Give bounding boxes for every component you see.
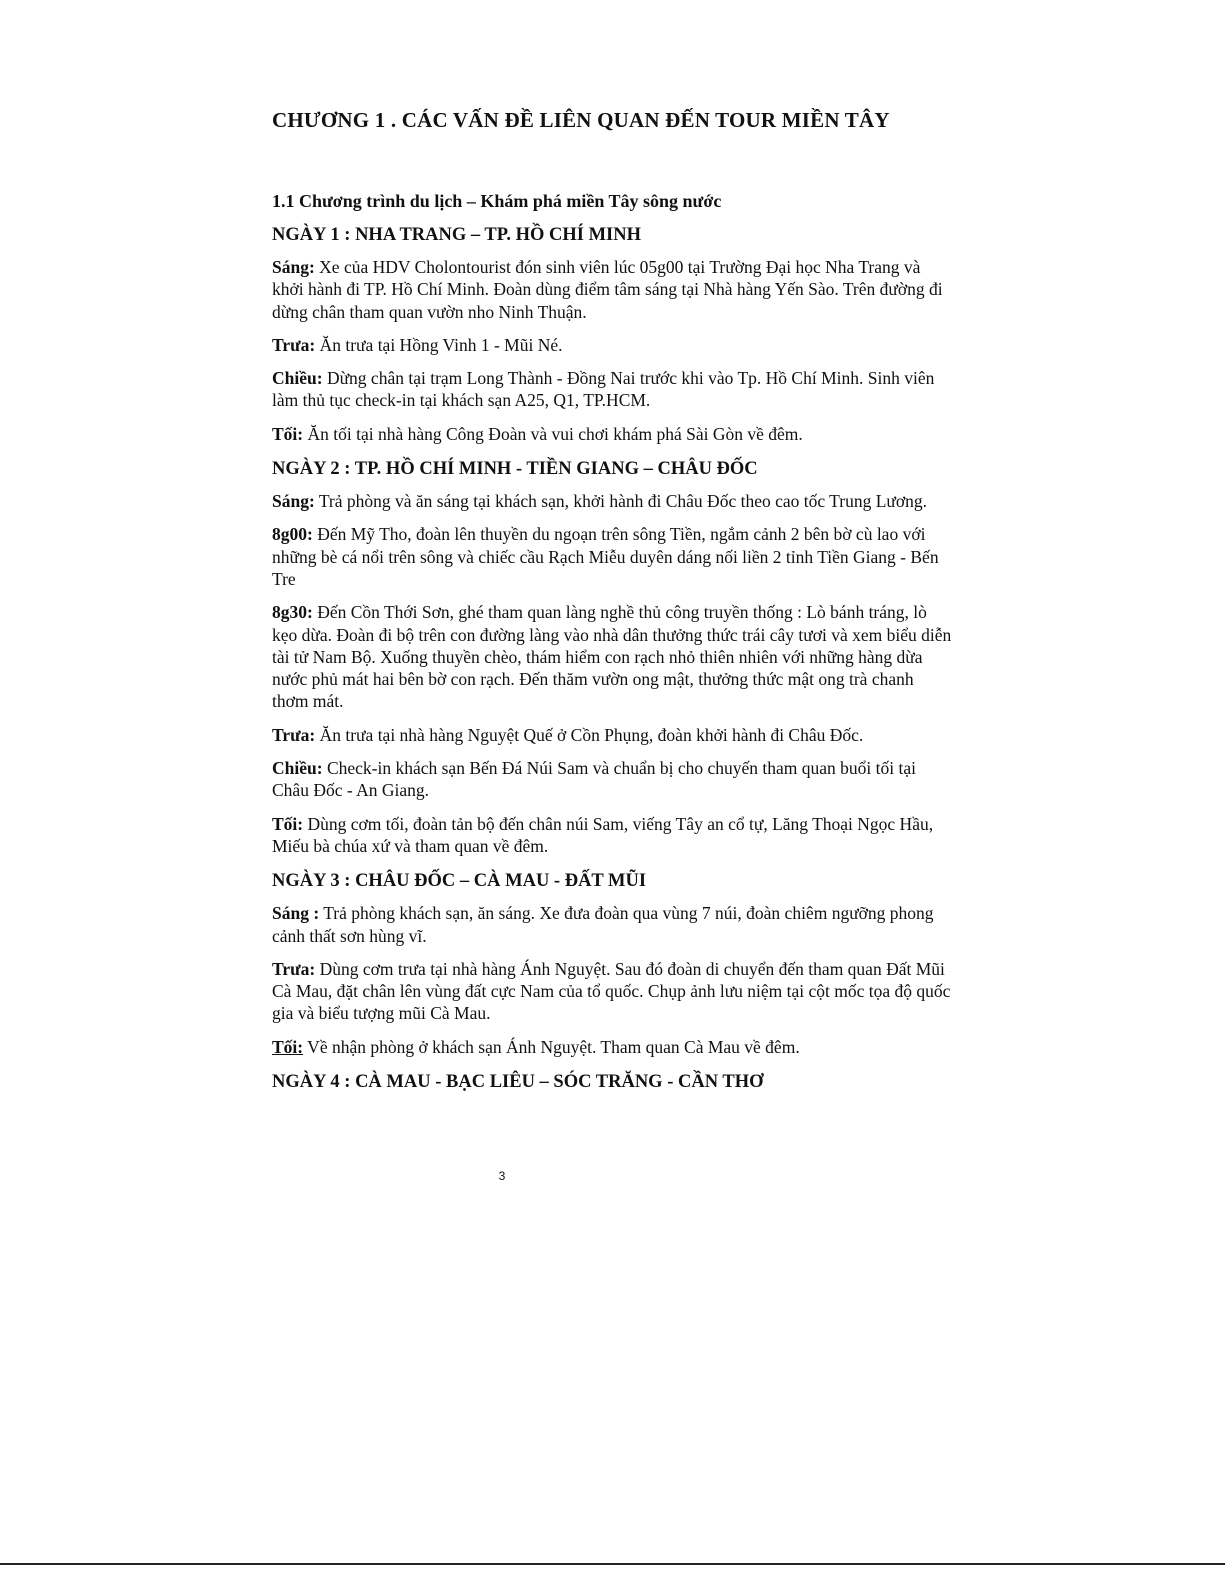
day-3-morning-paragraph [272, 902, 952, 947]
section-title: 1.1 Chương trình du lịch – Khám phá miền Tây sông nước [272, 191, 722, 211]
time-label: Sáng : [272, 903, 320, 924]
day-2-8g30-paragraph [272, 601, 952, 712]
time-label: Tối: [272, 423, 304, 444]
page-bottom-border [0, 1563, 1225, 1565]
day-4-title: NGÀY 4 : CÀ MAU - BẠC LIÊU – SÓC TRĂNG - CẦN THƠ [272, 1072, 764, 1093]
day-1-title: NGÀY 1 : NHA TRANG – TP. HỒ CHÍ MINH [272, 225, 642, 245]
paragraph-text: Xe của HDV Cholontourist đón sinh viên lúc 05g00 tại Trường Đại học Nha Trang và khởi hành đi TP. Hồ Chí Minh. Đoàn dùng điểm tâm sáng tại Nhà hàng Yến Sào. Trên đường đi dừng chân tham quan vườn nho Ninh Thuận. [272, 257, 943, 322]
time-label: Chiều: [272, 368, 323, 389]
page-content [272, 104, 952, 1103]
time-label: Chiều: [272, 758, 323, 779]
day-2-8g00-paragraph [272, 523, 952, 590]
day-1-evening-paragraph [272, 423, 952, 445]
paragraph-text: Dùng cơm tối, đoàn tản bộ đến chân núi Sam, viếng Tây an cổ tự, Lăng Thoại Ngọc Hầu, Miếu bà chúa xứ và tham quan về đêm. [272, 813, 934, 856]
time-label: Tối: [272, 1036, 304, 1057]
day-3-title: NGÀY 3 : CHÂU ĐỐC – CÀ MAU - ĐẤT MŨI [272, 871, 647, 892]
time-label: Sáng: [272, 257, 315, 277]
paragraph-text: Dùng cơm trưa tại nhà hàng Ánh Nguyệt. Sau đó đoàn di chuyển đến tham quan Đất Mũi Cà Mau, đặt chân lên vùng đất cực Nam của tổ quốc. Chụp ảnh lưu niệm tại cột mốc tọa độ quốc gia và biểu tượng mũi Cà Mau. [272, 958, 951, 1024]
paragraph-text: Dừng chân tại trạm Long Thành - Đồng Nai trước khi vào Tp. Hồ Chí Minh. Sinh viên làm thủ tục check-in tại khách sạn A25, Q1, TP.HCM. [272, 368, 935, 411]
paragraph-text: Đến Cồn Thới Sơn, ghé tham quan làng nghề thủ công truyền thống : Lò bánh tráng, lò kẹo dừa. Đoàn đi bộ trên con đường làng vào nhà dân thưởng thức trái cây tươi và xem biểu diễn tài tử Nam Bộ. Xuống thuyền chèo, thám hiểm con rạch nhỏ thiên nhiên với những hàng dừa nước phủ mát hai bên bờ con rạch. Đến thăm vườn ong mật, thưởng thức mật ong trà chanh thơm mát. [272, 602, 952, 712]
day-2-title: NGÀY 2 : TP. HỒ CHÍ MINH - TIỀN GIANG – CHÂU ĐỐC [272, 459, 758, 480]
paragraph-text: Check-in khách sạn Bến Đá Núi Sam và chuẩn bị cho chuyến tham quan buổi tối tại Châu Đốc - An Giang. [272, 758, 916, 801]
time-label: Trưa: [272, 724, 316, 745]
time-label: 8g30: [272, 602, 313, 623]
time-label: Trưa: [272, 334, 316, 355]
paragraph-text: Trả phòng khách sạn, ăn sáng. Xe đưa đoàn qua vùng 7 núi, đoàn chiêm ngưỡng phong cảnh thất sơn hùng vĩ. [272, 903, 934, 946]
paragraph-text: Ăn tối tại nhà hàng Công Đoàn và vui chơi khám phá Sài Gòn về đêm. [303, 423, 803, 444]
paragraph-text: Đến Mỹ Tho, đoàn lên thuyền du ngoạn trên sông Tiền, ngắm cảnh 2 bên bờ cù lao với những bè cá nổi trên sông và chiếc cầu Rạch Miễu duyên dáng nối liền 2 tỉnh Tiền Giang - Bến Tre [272, 524, 939, 589]
day-3-noon-paragraph [272, 958, 952, 1025]
time-label: 8g00: [272, 524, 313, 545]
chapter-title: CHƯƠNG 1 . CÁC VẤN ĐỀ LIÊN QUAN ĐẾN TOUR MIỀN TÂY [272, 108, 890, 132]
day-1-noon-paragraph [272, 334, 952, 356]
day-1-morning-paragraph [272, 256, 952, 323]
time-label: Tối: [272, 813, 304, 834]
page-number: 3 [498, 1169, 506, 1183]
day-2-evening-paragraph [272, 813, 952, 858]
day-2-afternoon-paragraph [272, 757, 952, 802]
day-2-noon-paragraph [272, 724, 952, 746]
paragraph-text: Về nhận phòng ở khách sạn Ánh Nguyệt. Tham quan Cà Mau về đêm. [303, 1036, 800, 1057]
time-label: Sáng: [272, 491, 315, 512]
day-1-afternoon-paragraph [272, 367, 952, 412]
time-label: Trưa: [272, 958, 316, 979]
paragraph-text: Ăn trưa tại Hồng Vinh 1 - Mũi Né. [315, 334, 563, 355]
paragraph-text: Trả phòng và ăn sáng tại khách sạn, khởi hành đi Châu Đốc theo cao tốc Trung Lương. [314, 491, 928, 512]
day-3-evening-paragraph [272, 1036, 952, 1058]
paragraph-text: Ăn trưa tại nhà hàng Nguyệt Quế ở Cồn Phụng, đoàn khởi hành đi Châu Đốc. [315, 724, 864, 745]
day-2-morning-paragraph [272, 490, 952, 512]
